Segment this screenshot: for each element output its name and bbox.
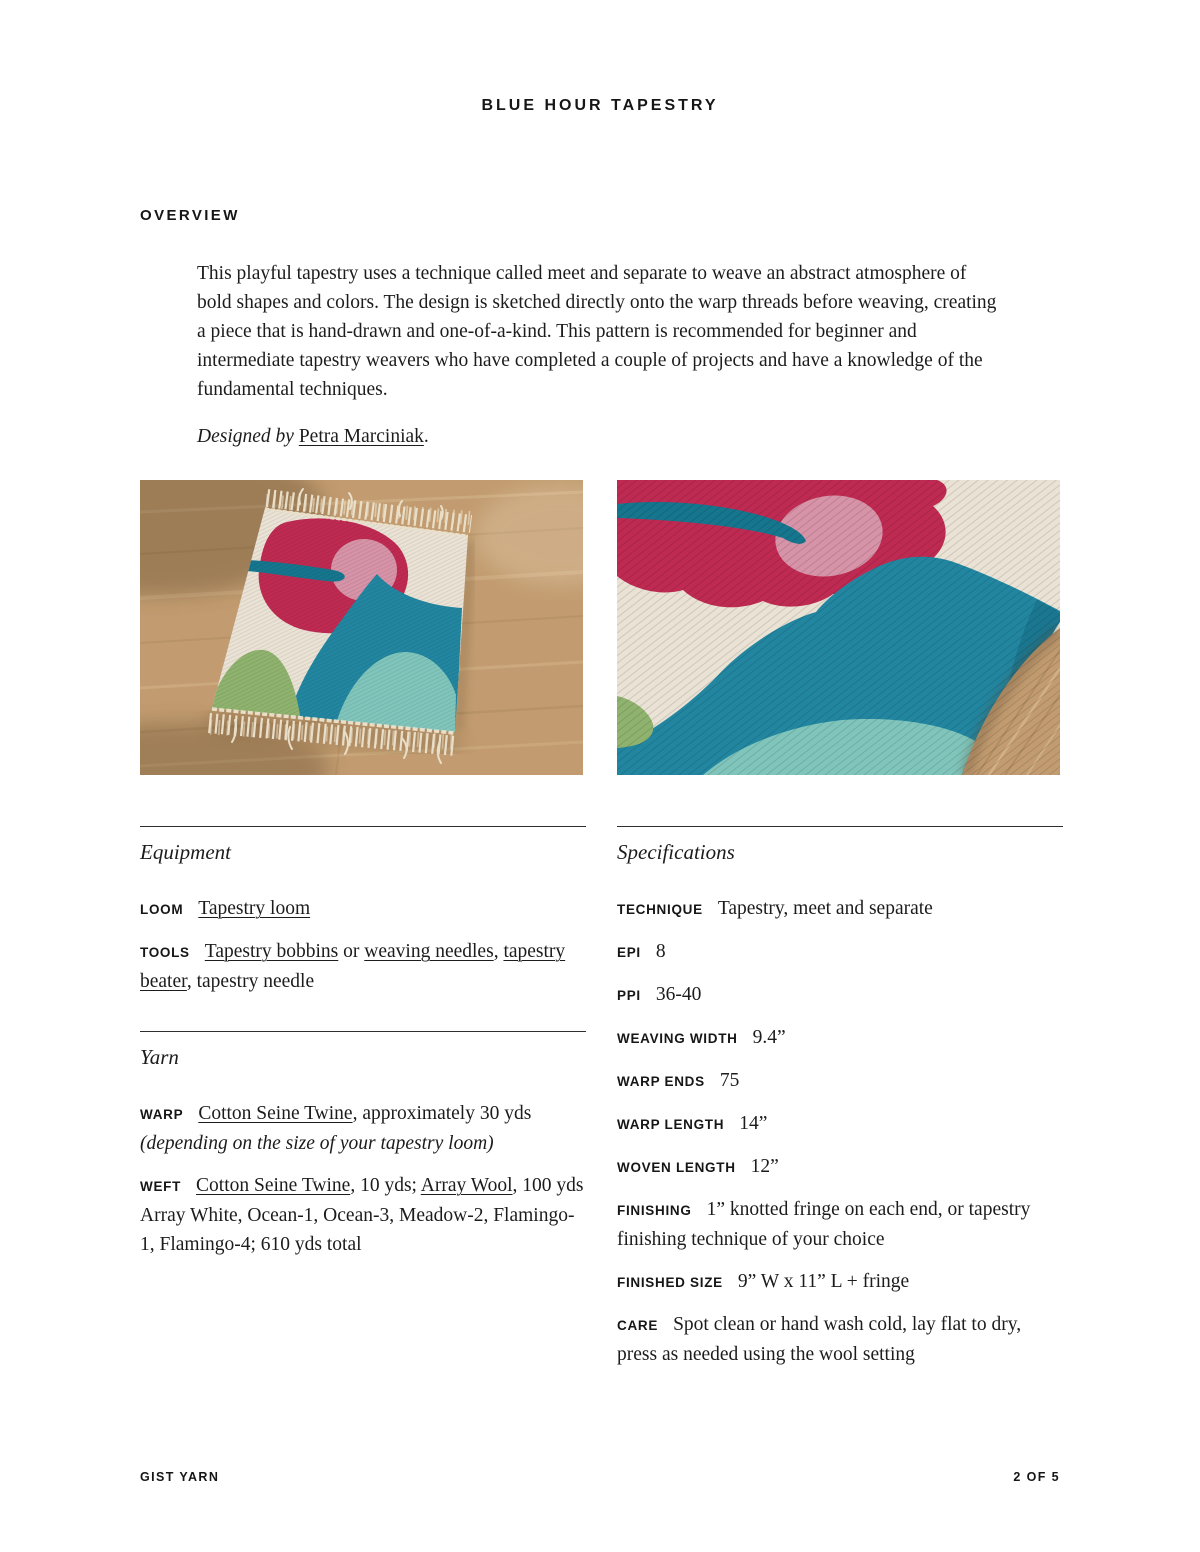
yarn-value <box>198 1103 531 1124</box>
inline-link[interactable]: tapestry beater <box>140 941 566 992</box>
spec-row-finished-size <box>617 1267 1063 1297</box>
page-footer <box>140 1470 1060 1484</box>
tapestry-photo-full <box>140 480 583 775</box>
equipment-item-loom <box>140 894 586 924</box>
spec-label: CARE <box>617 1318 659 1333</box>
spec-value: 12” <box>750 1156 779 1177</box>
spec-label: WOVEN LENGTH <box>617 1160 736 1175</box>
overview-heading: OVERVIEW <box>140 207 240 224</box>
equipment-value <box>140 941 565 992</box>
overview-body <box>197 259 1003 469</box>
yarn-value <box>140 1175 584 1255</box>
footer-page-number: 2 OF 5 <box>1013 1470 1060 1484</box>
spec-row-technique <box>617 894 1063 924</box>
spec-label: FINISHED SIZE <box>617 1275 723 1290</box>
spec-value: 36-40 <box>655 984 702 1005</box>
inline-link[interactable]: Cotton Seine Twine <box>198 1103 353 1124</box>
spec-label: EPI <box>617 945 641 960</box>
yarn-item-weft <box>140 1171 586 1259</box>
yarn-item-warp <box>140 1099 586 1158</box>
text-segment: , tapestry needle <box>186 971 315 992</box>
yarn-heading: Yarn <box>140 1045 179 1069</box>
spec-value: 8 <box>655 941 666 962</box>
spec-value: 9.4” <box>752 1027 786 1048</box>
spec-value: 75 <box>719 1070 740 1091</box>
spec-label: FINISHING <box>617 1203 692 1218</box>
page-title: BLUE HOUR TAPESTRY <box>481 97 719 114</box>
divider <box>140 826 586 827</box>
text-segment: , 100 yds Array White, Ocean-1, Ocean-3, Meadow-2, Flamingo-1, Flamingo-4; 610 yds total <box>140 1175 584 1255</box>
text-segment: , <box>493 941 504 962</box>
spec-row-care <box>617 1310 1063 1369</box>
inline-link[interactable]: Tapestry loom <box>198 898 311 919</box>
designed-by-line <box>197 422 1003 451</box>
equipment-heading: Equipment <box>140 840 231 864</box>
specifications-heading: Specifications <box>617 840 735 864</box>
text-segment: , approximately 30 yds <box>352 1103 532 1124</box>
text-segment: Designed by <box>197 426 299 447</box>
spec-label: PPI <box>617 988 641 1003</box>
spec-row-warp-length <box>617 1109 1063 1139</box>
footer-brand: GIST YARN <box>140 1470 220 1484</box>
inline-link[interactable]: Tapestry bobbins <box>204 941 339 962</box>
spec-value: 1” knotted fringe on each end, or tapestry finishing technique of your choice <box>617 1199 1031 1250</box>
equipment-label: TOOLS <box>140 945 190 960</box>
left-column <box>140 826 586 1272</box>
divider <box>617 826 1063 827</box>
tapestry-photo-detail <box>617 480 1060 775</box>
spec-label: WEAVING WIDTH <box>617 1031 738 1046</box>
spec-row-ppi <box>617 980 1063 1010</box>
spec-row-epi <box>617 937 1063 967</box>
spec-value: Spot clean or hand wash cold, lay flat to dry, press as needed using the wool setting <box>617 1314 1022 1365</box>
equipment-item-tools <box>140 937 586 996</box>
equipment-value <box>198 898 310 919</box>
specifications-column <box>617 826 1063 1382</box>
text-segment: or <box>338 941 365 962</box>
text-segment: . <box>423 426 429 447</box>
spec-label: WARP ENDS <box>617 1074 705 1089</box>
overview-paragraph: This playful tapestry uses a technique called meet and separate to weave an abstract atmosphere of bold shapes and colors. The design is sketched directly onto the warp threads before weaving, creating a piece that is hand-drawn and one-of-a-kind. This pattern is recommended for beginner and intermediate tapestry weavers who have completed a couple of projects and have a knowledge of the fundamental techniques. <box>197 263 997 400</box>
spec-row-warp-ends <box>617 1066 1063 1096</box>
divider <box>140 1031 586 1032</box>
inline-link[interactable]: Array Wool <box>420 1175 513 1196</box>
tapestry-photo-full-art <box>140 480 583 775</box>
yarn-label: WEFT <box>140 1179 182 1194</box>
yarn-label: WARP <box>140 1107 184 1122</box>
equipment-label: LOOM <box>140 902 184 917</box>
tapestry-photo-detail-art <box>617 480 1060 775</box>
yarn-warp-note: (depending on the size of your tapestry loom) <box>140 1133 494 1154</box>
spec-value: Tapestry, meet and separate <box>717 898 933 919</box>
spec-label: TECHNIQUE <box>617 902 703 917</box>
text-segment: , 10 yds; <box>350 1175 421 1196</box>
spec-label: WARP LENGTH <box>617 1117 725 1132</box>
inline-link[interactable]: weaving needles <box>364 941 494 962</box>
spec-value: 9” W x 11” L + fringe <box>737 1271 910 1292</box>
spec-row-woven-length <box>617 1152 1063 1182</box>
inline-link[interactable]: Petra Marciniak <box>298 426 424 447</box>
spec-value: 14” <box>739 1113 768 1134</box>
spec-row-finishing <box>617 1195 1063 1254</box>
spec-row-weaving-width <box>617 1023 1063 1053</box>
inline-link[interactable]: Cotton Seine Twine <box>196 1175 351 1196</box>
